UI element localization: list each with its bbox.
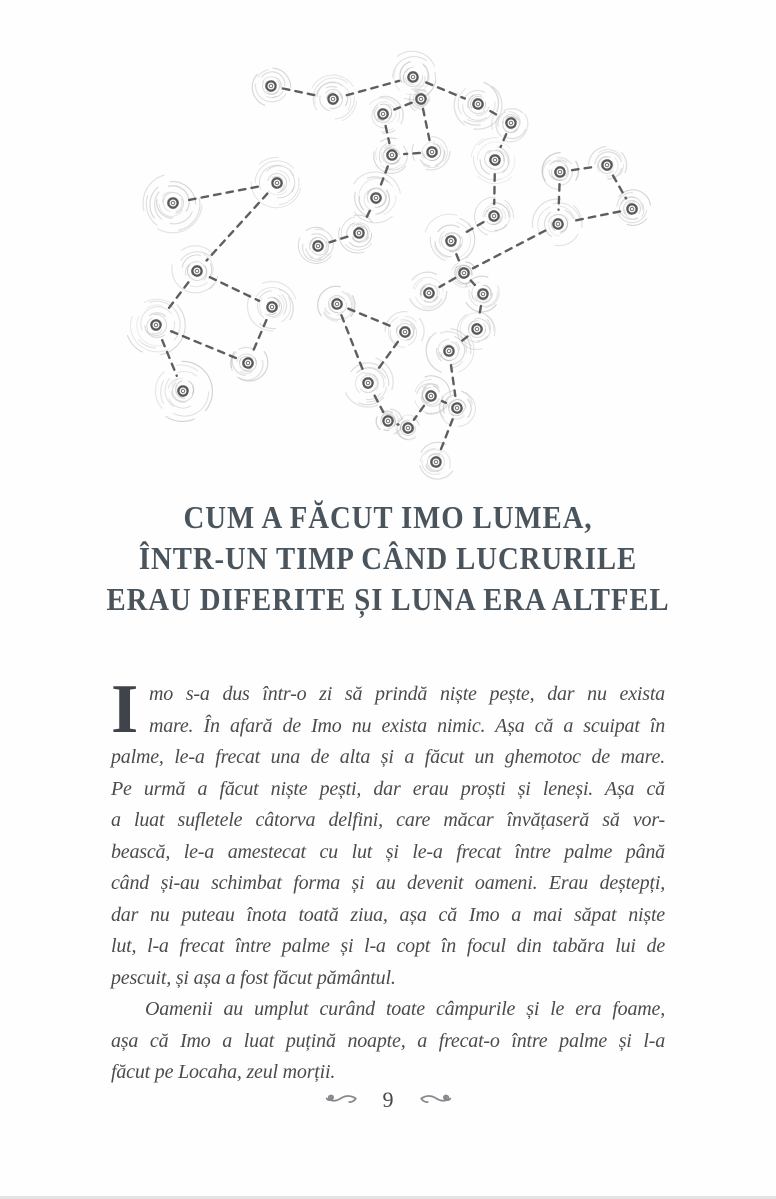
swirl-flourish-icon xyxy=(325,1093,357,1107)
body-text xyxy=(111,671,665,1089)
page-footer xyxy=(0,1087,776,1113)
chapter-title-line: CUM A FĂCUT IMO LUMEA, xyxy=(183,499,593,535)
chapter-title xyxy=(39,497,737,620)
body-text-line: Pe urmă a făcut niște pești, dar erau proști și leneși. Așa că xyxy=(111,777,665,800)
body-text-line: mo s-a dus într-o zi să prindă niște pește, dar nu exista xyxy=(149,683,665,705)
body-text-line: făcut pe Locaha, zeul morții. xyxy=(111,1061,336,1083)
body-text-line: mare. În afară de Imo nu exista nimic. Așa că a scuipat în xyxy=(149,714,665,737)
body-text-line: Oamenii au umplut curând toate câmpurile și le era foame, xyxy=(145,998,665,1020)
body-text-line: palme, le-a frecat una de alta și a făcut un ghemotoc de mare. xyxy=(111,746,665,768)
chapter-title-line: ERAU DIFERITE ȘI LUNA ERA ALTFEL xyxy=(106,581,670,617)
page-number: 9 xyxy=(382,1087,394,1112)
chapter-title-line: ÎNTR-UN TIMP CÂND LUCRURILE xyxy=(138,540,638,576)
swirl-flourish-icon xyxy=(420,1093,452,1107)
body-text-line: a luat sufletele câtorva delfini, care măcar învățaseră să vor- xyxy=(111,809,665,831)
body-text-line: bească, le-a amestecat cu lut și le-a frecat între palme până xyxy=(111,840,665,863)
body-text-line: când și-au schimbat forma și au devenit oameni. Erau deștepți, xyxy=(111,872,665,894)
body-text-line: dar nu puteau înota toată ziua, așa că Imo a mai săpat niște xyxy=(111,903,665,926)
body-text-line: așa că Imo a luat puțină noapte, a frecat-o între palme și l-a xyxy=(111,1029,665,1052)
drop-cap: I xyxy=(111,671,139,748)
constellation-illustration xyxy=(0,0,776,505)
body-text-line: lut, l-a frecat între palme și l-a copt în focul din tabăra lui de xyxy=(111,935,665,957)
body-text-line: pescuit, și așa a fost făcut pământul. xyxy=(111,966,396,989)
